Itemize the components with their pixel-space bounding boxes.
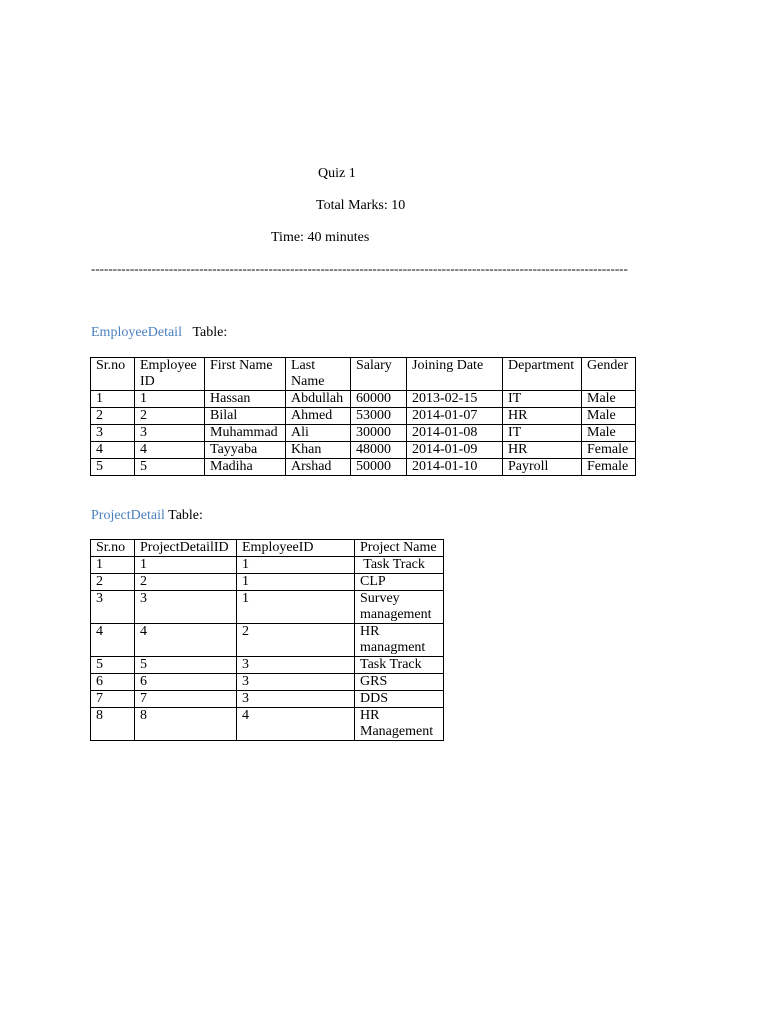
column-header: Employee ID — [135, 358, 205, 391]
table-row — [91, 708, 444, 741]
table-cell: 8 — [91, 708, 135, 741]
table-cell: 4 — [91, 442, 135, 459]
project-table-caption — [91, 508, 203, 524]
table-row — [91, 391, 636, 408]
table-cell: 2014-01-07 — [407, 408, 503, 425]
employee-table-label: Table: — [192, 325, 228, 340]
table-cell: 53000 — [351, 408, 407, 425]
table-cell: Male — [582, 391, 636, 408]
table-cell: Abdullah — [286, 391, 351, 408]
table-cell: 2 — [135, 574, 237, 591]
table-cell: 5 — [91, 657, 135, 674]
dashed-divider: ---------------------------------------------------------------------------------------------------------------------------- — [91, 262, 628, 276]
table-cell: 4 — [135, 442, 205, 459]
table-cell: Tayyaba — [205, 442, 286, 459]
table-header-row — [91, 358, 636, 391]
table-cell: 4 — [91, 624, 135, 657]
column-header: ProjectDetailID — [135, 540, 237, 557]
table-cell: 1 — [135, 391, 205, 408]
table-cell: 3 — [237, 674, 355, 691]
column-header: Department — [503, 358, 582, 391]
table-cell: Khan — [286, 442, 351, 459]
employee-table-caption — [91, 325, 227, 341]
column-header: Joining Date — [407, 358, 503, 391]
table-cell: Task Track — [355, 557, 444, 574]
table-cell: 3 — [135, 591, 237, 624]
table-cell: CLP — [355, 574, 444, 591]
table-cell: 2014-01-08 — [407, 425, 503, 442]
table-cell: 5 — [135, 657, 237, 674]
table-row — [91, 425, 636, 442]
employee-detail-link[interactable]: EmployeeDetail — [91, 325, 182, 340]
column-header: EmployeeID — [237, 540, 355, 557]
table-cell: 2 — [91, 574, 135, 591]
table-row — [91, 674, 444, 691]
table-cell: 50000 — [351, 459, 407, 476]
table-cell: Female — [582, 459, 636, 476]
table-cell: 4 — [237, 708, 355, 741]
table-row — [91, 591, 444, 624]
table-cell: 3 — [135, 425, 205, 442]
table-row — [91, 442, 636, 459]
table-cell: Bilal — [205, 408, 286, 425]
table-cell: Muhammad — [205, 425, 286, 442]
table-cell: Survey management — [355, 591, 444, 624]
column-header: Last Name — [286, 358, 351, 391]
time-limit: Time: 40 minutes — [271, 230, 370, 245]
table-cell: 3 — [91, 425, 135, 442]
table-cell: 48000 — [351, 442, 407, 459]
table-header-row — [91, 540, 444, 557]
table-row — [91, 657, 444, 674]
column-header: Sr.no — [91, 540, 135, 557]
table-cell: 1 — [91, 391, 135, 408]
table-cell: 8 — [135, 708, 237, 741]
table-cell: 1 — [237, 591, 355, 624]
table-cell: 6 — [91, 674, 135, 691]
table-cell: HR Management — [355, 708, 444, 741]
table-cell: 2 — [135, 408, 205, 425]
table-cell: Male — [582, 408, 636, 425]
table-cell: HR — [503, 442, 582, 459]
column-header: Sr.no — [91, 358, 135, 391]
table-cell: 5 — [135, 459, 205, 476]
quiz-title: Quiz 1 — [318, 166, 356, 181]
table-cell: 3 — [237, 691, 355, 708]
table-cell: 2014-01-10 — [407, 459, 503, 476]
project-detail-table — [90, 539, 444, 741]
table-row — [91, 459, 636, 476]
table-cell: Ali — [286, 425, 351, 442]
table-cell: HR — [503, 408, 582, 425]
table-cell: 60000 — [351, 391, 407, 408]
table-cell: 1 — [135, 557, 237, 574]
table-cell: Task Track — [355, 657, 444, 674]
table-cell: 2 — [237, 624, 355, 657]
table-cell: Ahmed — [286, 408, 351, 425]
table-cell: 30000 — [351, 425, 407, 442]
table-cell: 6 — [135, 674, 237, 691]
table-cell: GRS — [355, 674, 444, 691]
table-cell: 3 — [237, 657, 355, 674]
table-cell: 7 — [135, 691, 237, 708]
table-cell: 5 — [91, 459, 135, 476]
table-row — [91, 624, 444, 657]
table-cell: HR managment — [355, 624, 444, 657]
table-cell: Hassan — [205, 391, 286, 408]
table-cell: 1 — [237, 557, 355, 574]
table-cell: 3 — [91, 591, 135, 624]
table-row — [91, 408, 636, 425]
table-cell: DDS — [355, 691, 444, 708]
project-detail-link[interactable]: ProjectDetail — [91, 508, 165, 523]
column-header: Project Name — [355, 540, 444, 557]
project-table-label: Table: — [168, 508, 203, 523]
table-cell: Arshad — [286, 459, 351, 476]
table-cell: 2014-01-09 — [407, 442, 503, 459]
employee-detail-table — [90, 357, 636, 476]
table-cell: Madiha — [205, 459, 286, 476]
table-cell: Female — [582, 442, 636, 459]
table-row — [91, 574, 444, 591]
table-cell: 7 — [91, 691, 135, 708]
table-cell: 1 — [91, 557, 135, 574]
total-marks: Total Marks: 10 — [316, 198, 406, 213]
table-row — [91, 691, 444, 708]
table-row — [91, 557, 444, 574]
table-cell: Payroll — [503, 459, 582, 476]
table-cell: 2 — [91, 408, 135, 425]
table-cell: IT — [503, 425, 582, 442]
table-cell: 1 — [237, 574, 355, 591]
column-header: Gender — [582, 358, 636, 391]
table-cell: Male — [582, 425, 636, 442]
table-cell: 2013-02-15 — [407, 391, 503, 408]
column-header: Salary — [351, 358, 407, 391]
column-header: First Name — [205, 358, 286, 391]
table-cell: IT — [503, 391, 582, 408]
table-cell: 4 — [135, 624, 237, 657]
